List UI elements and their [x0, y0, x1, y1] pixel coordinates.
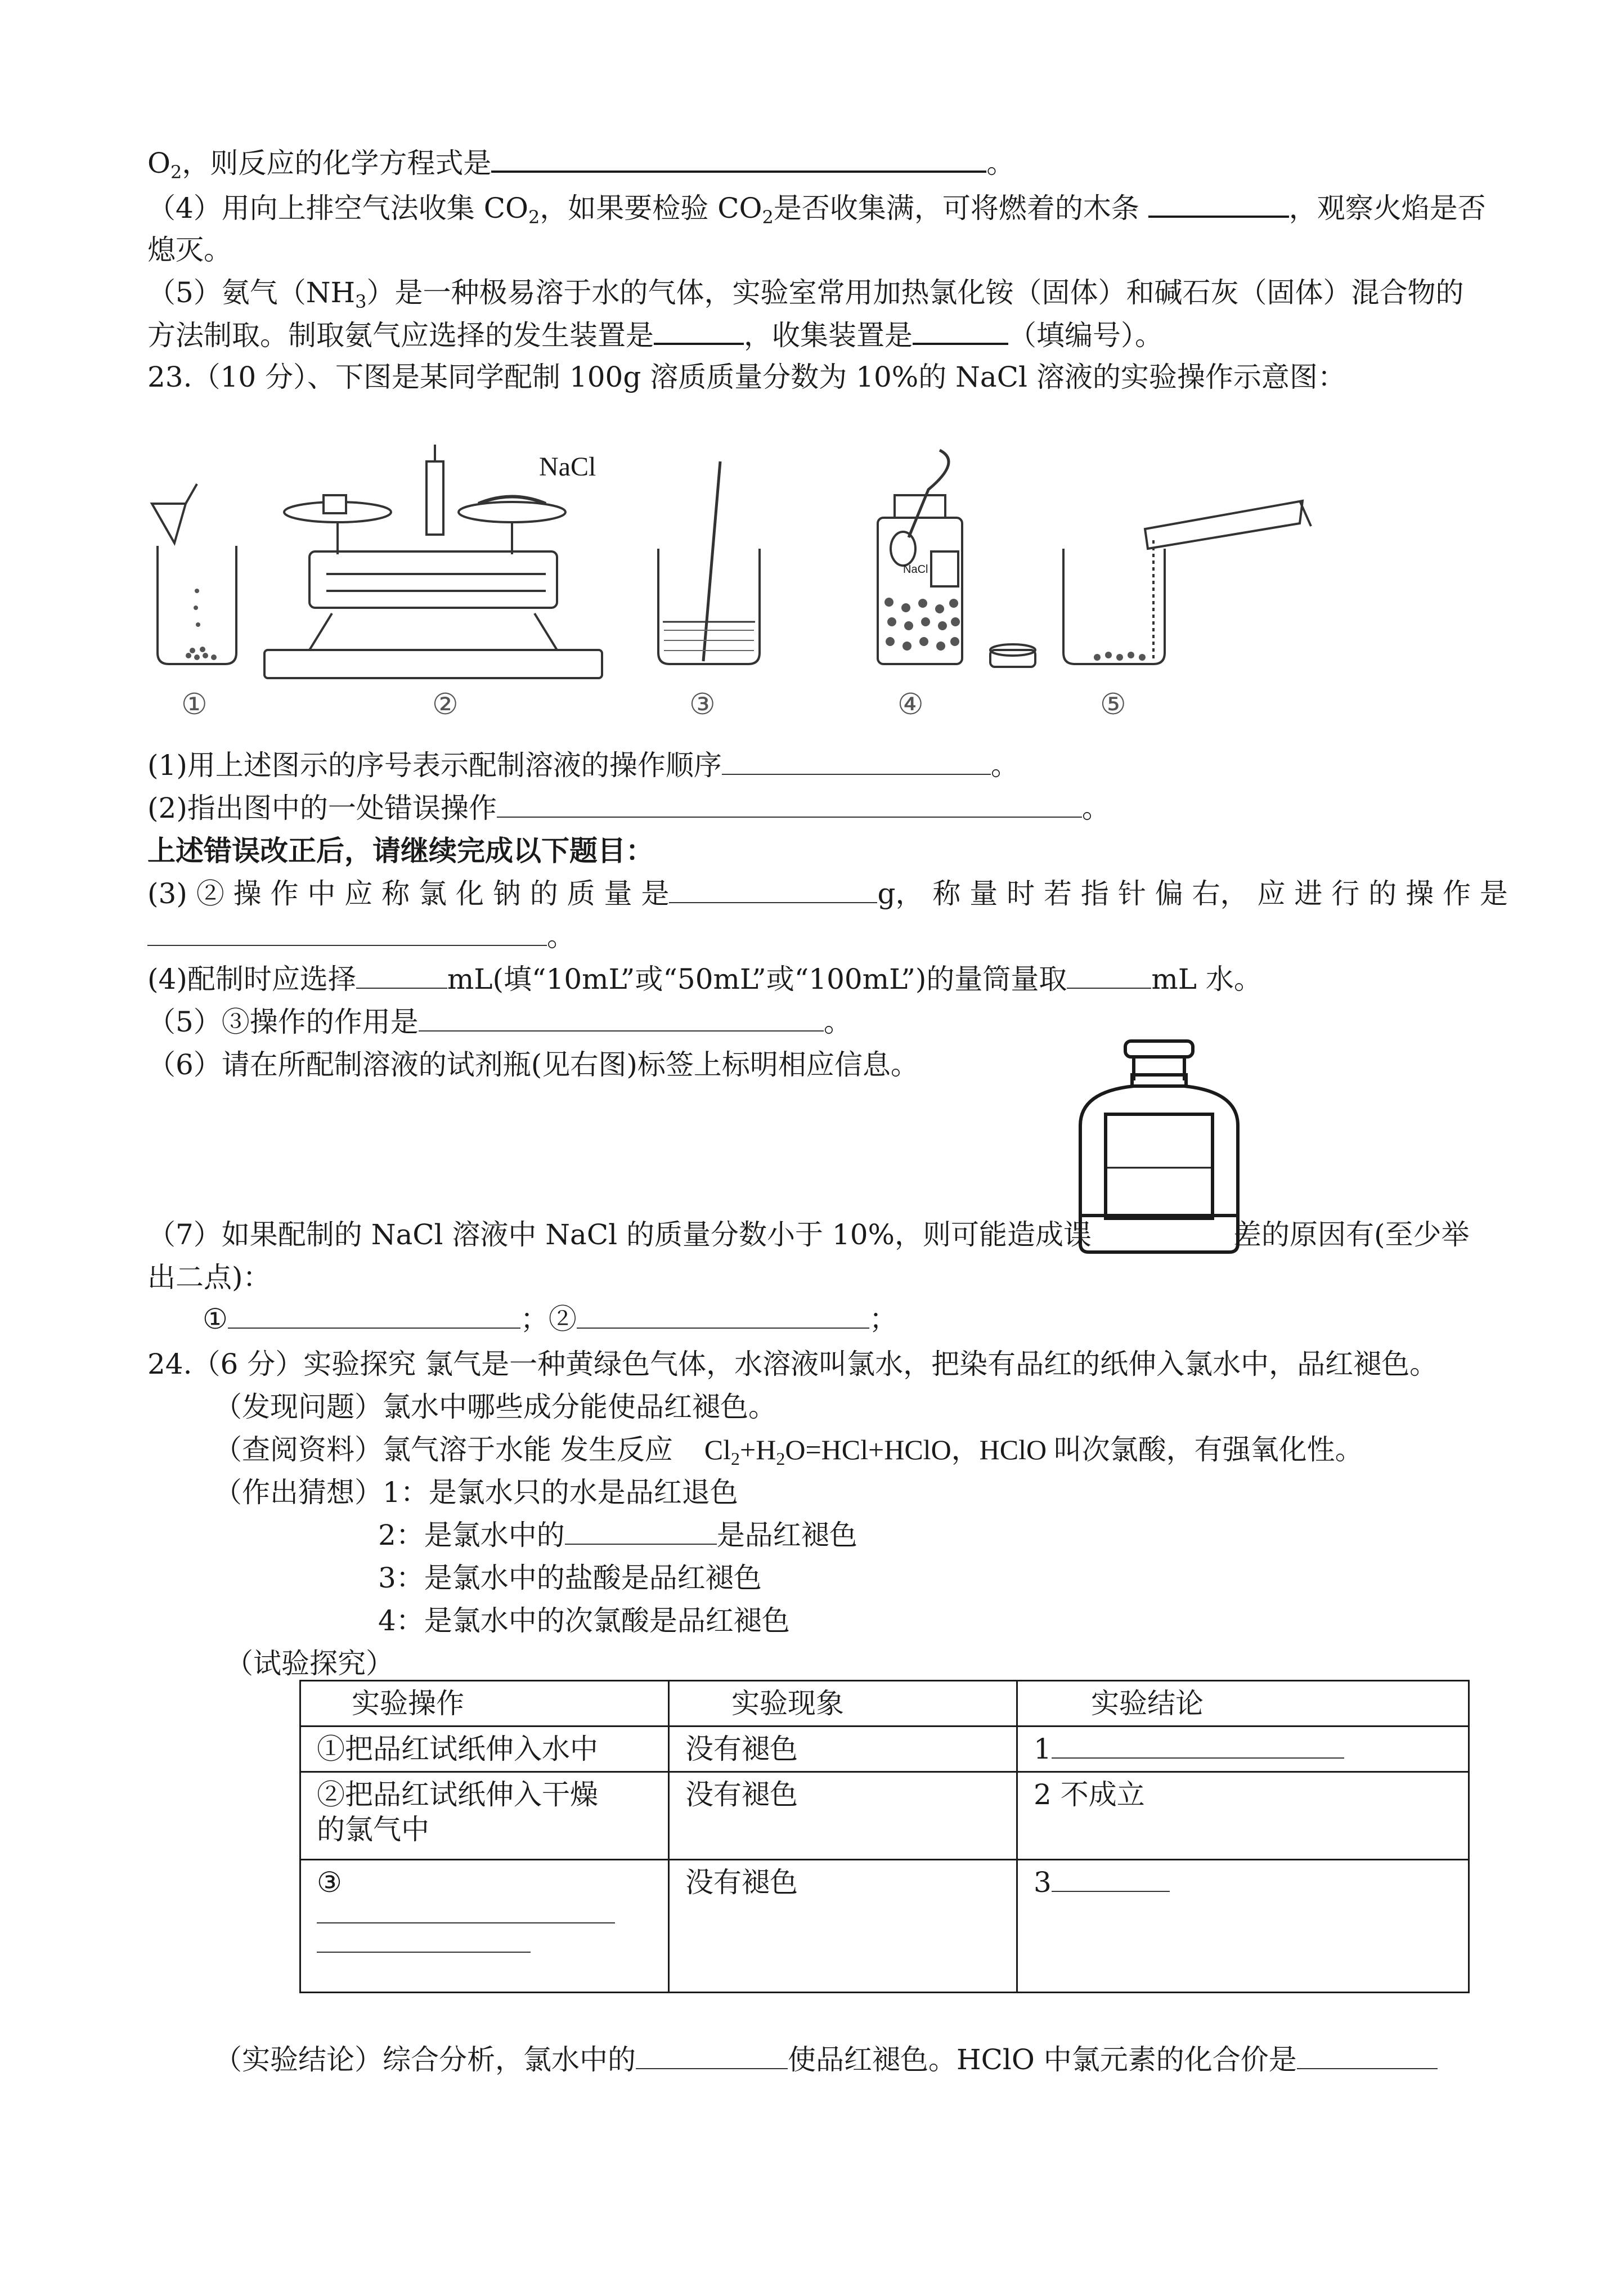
beaker-with-paper-icon	[152, 484, 236, 664]
question-24-title: 24.（6 分）实验探究 氯气是一种黄绿色气体，水溶液叫氯水，把染有品红的纸伸入氯水中，品红褪色。	[147, 1348, 1438, 1380]
text: 出二点)：	[147, 1261, 271, 1294]
answer-blank[interactable]	[147, 920, 547, 946]
text: ③	[317, 1866, 342, 1899]
equation	[704, 1434, 1363, 1469]
row1-conclusion	[1017, 1727, 1469, 1772]
text: （填编号）。	[1008, 319, 1163, 352]
text: O	[147, 147, 170, 180]
text: +H	[740, 1434, 776, 1465]
header-conclusion: 实验结论	[1017, 1681, 1469, 1727]
answer-blank[interactable]	[577, 1303, 869, 1329]
answer-blank[interactable]	[1297, 2043, 1438, 2069]
text: （5）氨气（NH	[147, 276, 356, 309]
table-row	[300, 1727, 1469, 1772]
text-justified	[317, 1777, 652, 1812]
row1-phenomenon: 没有褪色	[669, 1727, 1017, 1772]
q23-5	[147, 1004, 852, 1040]
answer-blank[interactable]	[1052, 1866, 1170, 1892]
answer-blank[interactable]	[669, 877, 877, 903]
text: (1)用上述图示的序号表示配制溶液的操作顺序	[147, 749, 722, 782]
answer-blank[interactable]	[722, 749, 991, 775]
q24-explore: （试验探究）	[225, 1647, 394, 1680]
subscript: 3	[355, 291, 367, 312]
figure-number-1: ①	[181, 688, 208, 721]
text: 。	[986, 147, 1015, 180]
reagent-jar-icon	[878, 450, 1035, 667]
beaker-pouring-icon	[1063, 501, 1311, 664]
q24-discover: （发现问题）氯水中哪些成分能使品红褪色。	[214, 1391, 776, 1423]
header-phenomenon: 实验现象	[669, 1681, 1017, 1727]
answer-blank[interactable]	[356, 963, 447, 989]
text: ，观察火焰是否	[1288, 192, 1486, 225]
text: mL(填“10mL”或“50mL”或“100mL”)的量筒量取	[447, 963, 1067, 995]
text: （查阅资料）氯气溶于水能 发生反应	[214, 1433, 682, 1466]
answer-blank[interactable]	[419, 1006, 824, 1032]
text: ，收集装置是	[744, 319, 913, 352]
line-extinguish	[147, 232, 232, 268]
text: 。	[1081, 792, 1110, 824]
figure-number-4: ④	[897, 688, 924, 721]
subscript: 2	[528, 207, 540, 228]
q24-conclusion	[214, 2042, 1438, 2078]
answer-blank[interactable]	[1052, 1733, 1344, 1759]
text: 。	[823, 1006, 852, 1038]
figure-number-5: ⑤	[1100, 688, 1126, 721]
subscript: 2	[776, 1449, 785, 1469]
row2-operation	[300, 1772, 669, 1860]
line-ammonia	[147, 275, 1464, 320]
row2-phenomenon: 没有褪色	[669, 1772, 1017, 1860]
text: (4)配制时应选择	[147, 963, 356, 995]
answer-blank[interactable]	[654, 318, 744, 345]
question-23-title	[147, 359, 1346, 395]
q23-7-answers	[203, 1301, 897, 1337]
text: mL 水。	[1151, 963, 1262, 995]
table-row	[300, 1860, 1469, 1993]
text: 差的原因有(至少举	[1233, 1218, 1470, 1251]
text: 。	[547, 920, 575, 953]
figure-number-3: ③	[689, 688, 716, 721]
text: (2)指出图中的一处错误操作	[147, 792, 497, 824]
answer-blank[interactable]	[636, 2043, 788, 2069]
text: (3) ② 操 作 中 应 称 氯 化 钠 的 质 量 是	[147, 877, 670, 910]
answer-blank[interactable]	[913, 318, 1008, 345]
text: ②把品红试纸伸入干燥	[317, 1778, 598, 1811]
line-apparatus	[147, 317, 1163, 353]
text: Cl	[704, 1434, 731, 1465]
answer-blank[interactable]	[491, 146, 986, 173]
text: ；	[869, 1303, 897, 1335]
text: （7）如果配制的 NaCl 溶液中 NaCl 的质量分数小于 10%，则可能造成误	[147, 1218, 1092, 1251]
q23-3	[147, 876, 1508, 912]
text: 方法制取。制取氨气应选择的发生装置是	[147, 319, 654, 352]
q23-7	[147, 1217, 1092, 1253]
header-operation: 实验操作	[300, 1681, 669, 1727]
answer-blank[interactable]	[1067, 963, 1151, 989]
q23-7-right	[1233, 1217, 1470, 1253]
text: ；②	[520, 1303, 577, 1335]
text: 。	[990, 749, 1019, 782]
q23-3-cont	[147, 918, 575, 954]
text: ）是一种极易溶于水的气体，实验室常用加热氯化铵（固体）和碱石灰（固体）混合物的	[366, 276, 1464, 309]
q24-guess-4: 4：是氯水中的次氯酸是品红褪色	[378, 1604, 790, 1637]
q24-guess-2	[378, 1517, 857, 1553]
row1-operation: ①把品红试纸伸入水中	[300, 1727, 669, 1772]
q23-bold-instruction: 上述错误改正后，请继续完成以下题目：	[147, 834, 654, 867]
subscript: 2	[170, 162, 182, 183]
figure-number-2: ②	[432, 688, 459, 721]
experiment-table	[299, 1680, 1470, 1993]
line-equation	[147, 145, 1014, 190]
answer-blank[interactable]	[317, 1923, 531, 1953]
row2-conclusion: 2 不成立	[1017, 1772, 1469, 1860]
text: 的氯气中	[317, 1813, 429, 1846]
text: 是品红褪色	[716, 1519, 857, 1551]
row3-operation	[300, 1860, 669, 1993]
q24-guess-3: 3：是氯水中的盐酸是品红褪色	[378, 1562, 762, 1594]
q23-4	[147, 961, 1262, 997]
text: （实验结论）综合分析，氯水中的	[214, 2043, 636, 2076]
text: 2：是氯水中的	[378, 1519, 565, 1551]
answer-blank[interactable]	[317, 1900, 615, 1923]
q23-7-cont	[147, 1259, 271, 1295]
experiment-figure	[141, 428, 1356, 743]
answer-blank[interactable]	[228, 1303, 520, 1329]
q23-2	[147, 790, 1110, 826]
text: ，则反应的化学方程式是	[182, 147, 492, 180]
reagent-bottle-icon	[1069, 1035, 1255, 1261]
text: （5）③操作的作用是	[147, 1006, 419, 1038]
answer-blank[interactable]	[565, 1519, 717, 1545]
table-row	[300, 1772, 1469, 1860]
text: 3	[1034, 1866, 1052, 1899]
text: （6）请在所配制溶液的试剂瓶(见右图)标签上标明相应信息。	[147, 1048, 919, 1081]
text: 使品红褪色。HClO 中氯元素的化合价是	[788, 2043, 1297, 2076]
text: 1	[1034, 1733, 1052, 1765]
q24-research	[214, 1432, 1363, 1477]
q24-guess-1: （作出猜想）1：是氯水只的水是品红退色	[214, 1476, 738, 1509]
row3-conclusion	[1017, 1860, 1469, 1993]
line-co2-check	[147, 190, 1486, 235]
row3-phenomenon: 没有褪色	[669, 1860, 1017, 1993]
text: 是否收集满，可将燃着的木条	[773, 192, 1148, 225]
jar-label: NaCl	[903, 563, 928, 576]
q23-6	[147, 1047, 919, 1083]
text: ①	[203, 1303, 228, 1335]
subscript: 2	[762, 207, 774, 228]
q23-1	[147, 747, 1019, 783]
answer-blank[interactable]	[497, 792, 1082, 818]
text: （4）用向上排空气法收集 CO	[147, 192, 528, 225]
text: 熄灭。	[147, 234, 232, 266]
subscript: 2	[731, 1449, 740, 1469]
text: g， 称 量 时 若 指 针 偏 右， 应 进 行 的 操 作 是	[877, 877, 1508, 910]
table-header-row	[300, 1681, 1469, 1727]
text: O=HCl+HClO，HClO 叫次氯酸，有强氧化性。	[785, 1434, 1363, 1465]
text: ，如果要检验 CO	[540, 192, 762, 225]
text: 23.（10 分）、下图是某同学配制 100g 溶质质量分数为 10%的 NaCl 溶液的实验操作示意图：	[147, 361, 1346, 393]
answer-blank[interactable]	[1148, 191, 1289, 218]
nacl-label: NaCl	[539, 452, 596, 482]
beaker-stirring-icon	[658, 461, 760, 664]
